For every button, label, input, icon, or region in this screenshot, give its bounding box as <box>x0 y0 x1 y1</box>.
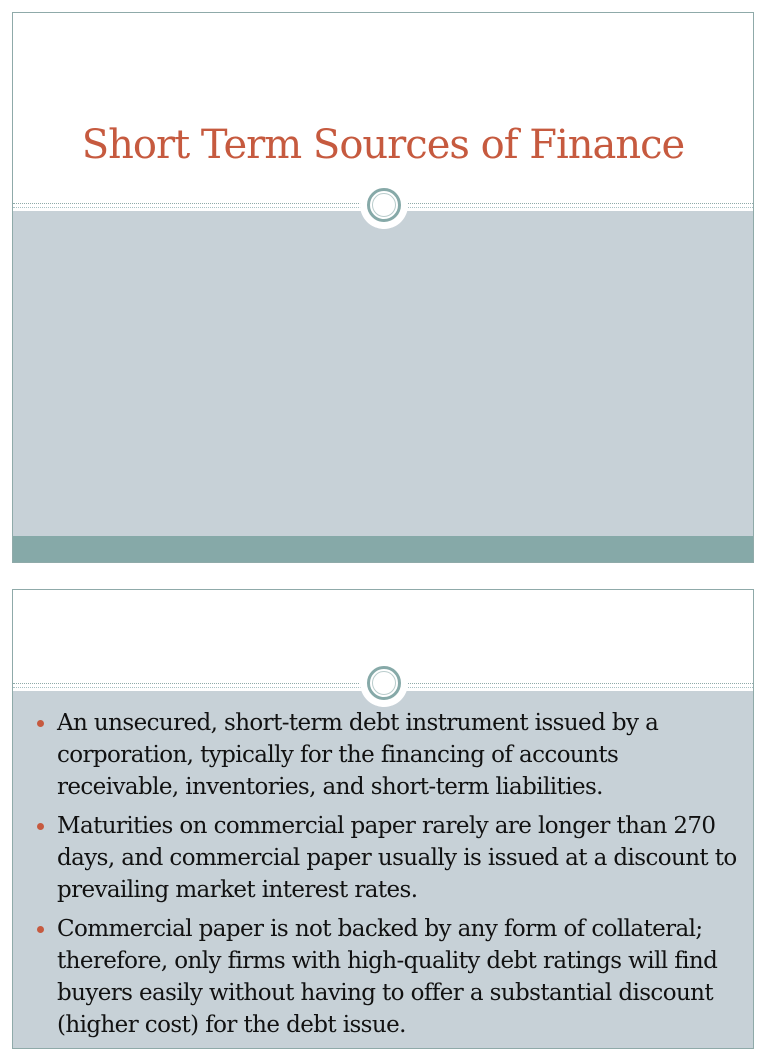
bullet-dot-icon <box>37 823 44 830</box>
slide-body <box>13 211 753 536</box>
bullet-text: An unsecured, short-term debt instrument issued by a corporation, typically for the financing of accounts receivable, inventories, and short-term liabilities. <box>57 710 659 800</box>
slide-1 <box>12 12 754 563</box>
bullet-item <box>35 913 743 1041</box>
slide-title: Short Term Sources of Finance <box>81 122 685 168</box>
slide-header <box>13 13 753 205</box>
bullet-item <box>35 707 743 803</box>
circle-icon <box>367 666 401 700</box>
bullet-text: Maturities on commercial paper rarely are longer than 270 days, and commercial paper usually is issued at a discount to prevailing market interest rates. <box>57 813 737 903</box>
slide-footer-band <box>13 536 753 562</box>
divider-ring-icon <box>360 181 408 229</box>
bullet-dot-icon <box>37 926 44 933</box>
divider-ring-icon <box>360 659 408 707</box>
bullet-dot-icon <box>37 720 44 727</box>
bullet-item <box>35 810 743 906</box>
bullet-list <box>35 707 743 1048</box>
slide-2 <box>12 589 754 1049</box>
bullet-text: Commercial paper is not backed by any form of collateral; therefore, only firms with high-quality debt ratings will find buyers easily without having to offer a substantial discount (higher cost) for the debt issue. <box>57 916 718 1038</box>
circle-icon <box>367 188 401 222</box>
